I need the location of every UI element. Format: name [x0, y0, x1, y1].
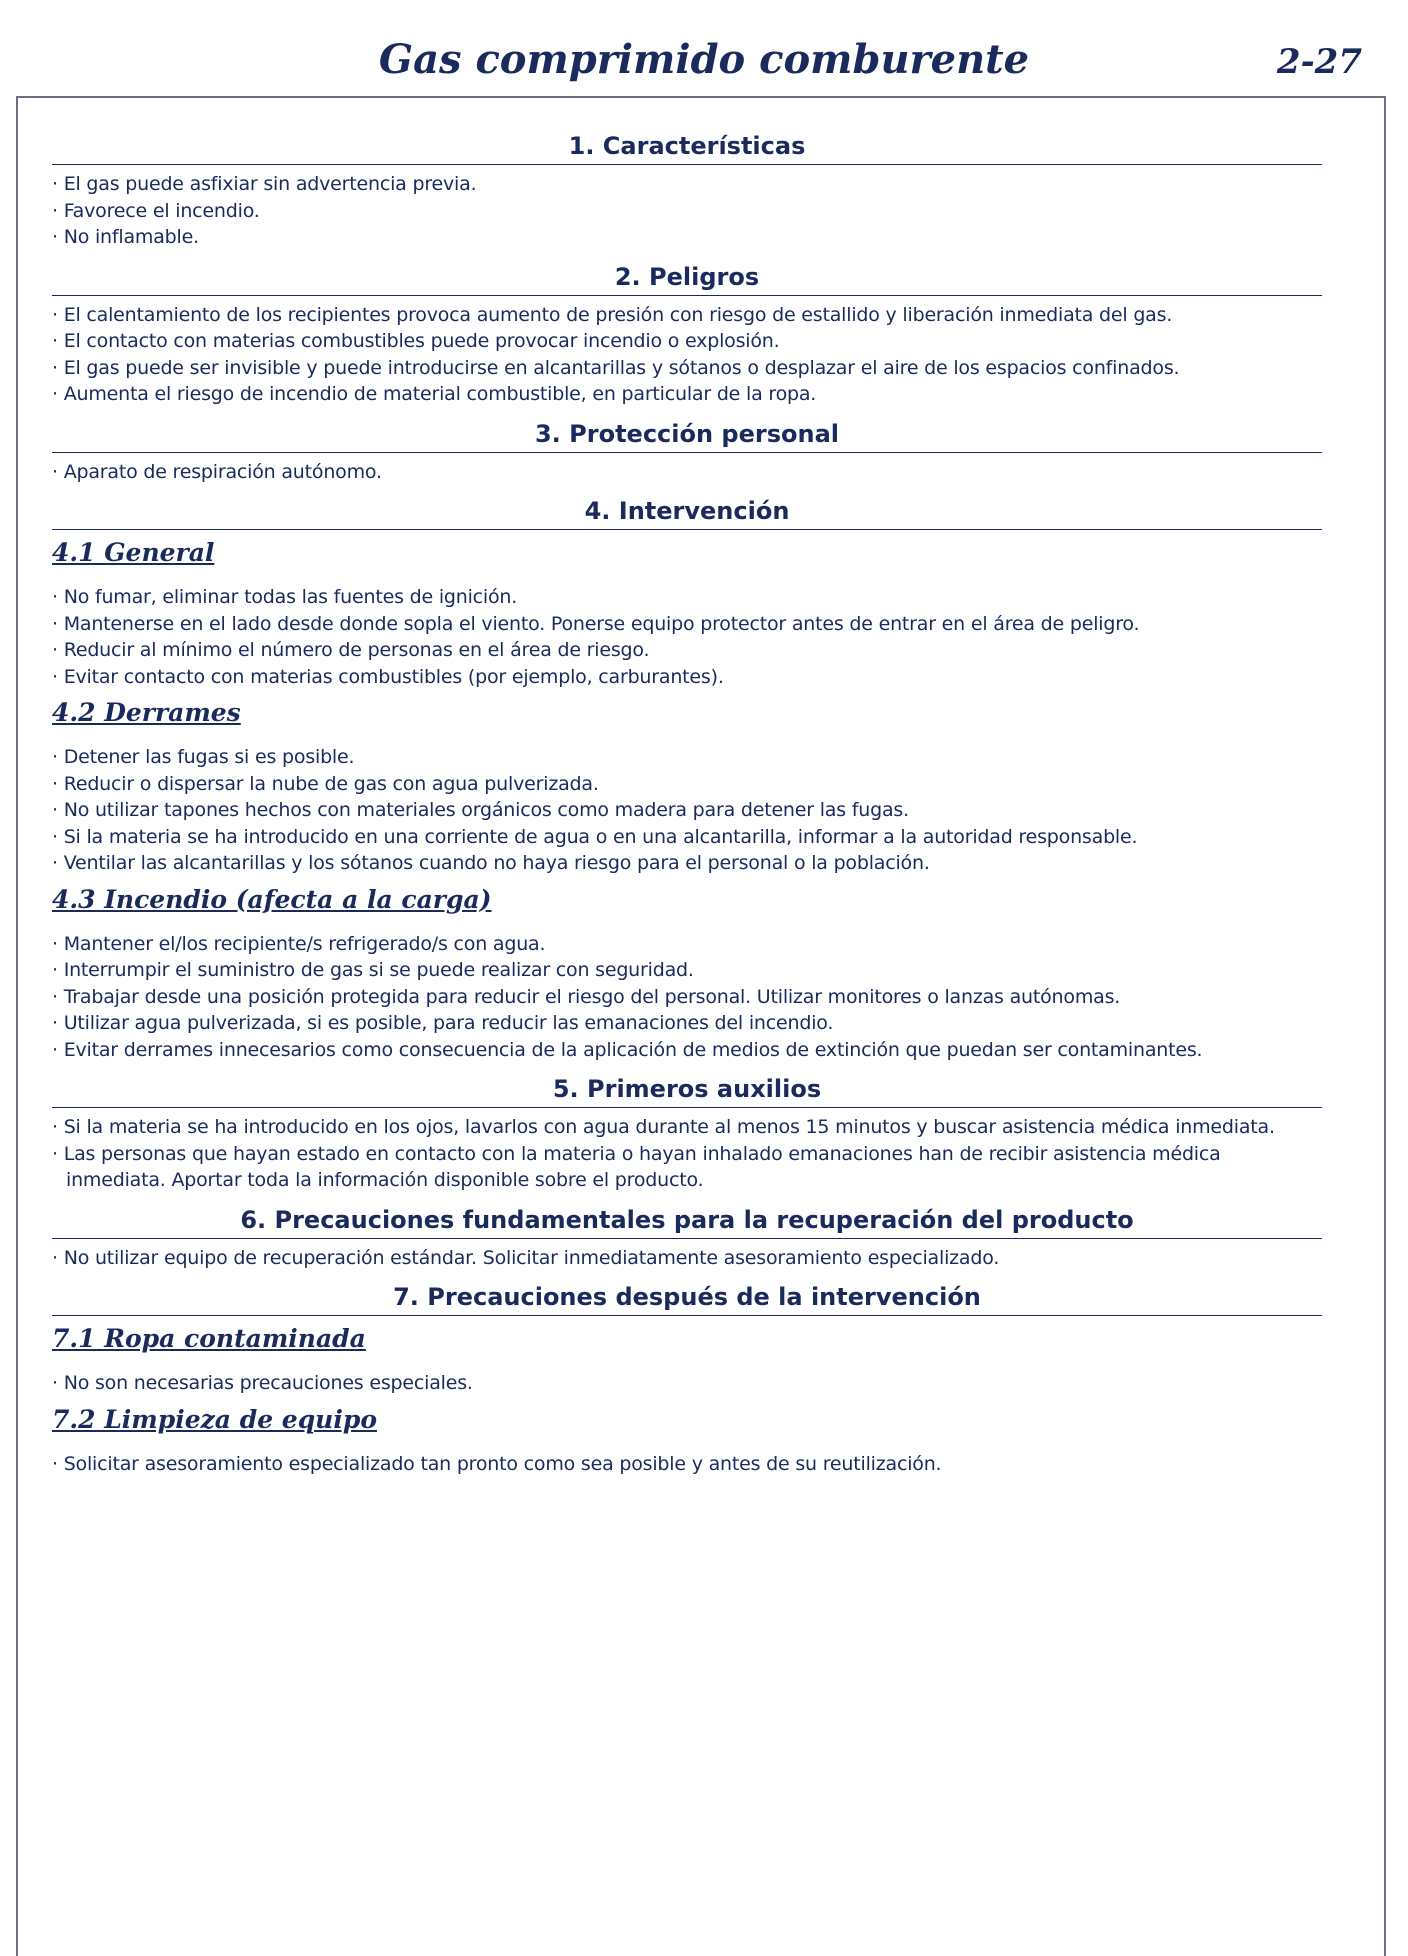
list-item: · Ventilar las alcantarillas y los sótanos cuando no haya riesgo para el personal o la población. — [52, 850, 1322, 877]
list-item: · Interrumpir el suministro de gas si se puede realizar con seguridad. — [52, 957, 1322, 984]
section-peligros — [52, 261, 1322, 408]
section-title: 2. Peligros — [52, 261, 1322, 296]
section-title: 7. Precauciones después de la intervención — [52, 1281, 1322, 1316]
item-list — [52, 931, 1322, 1064]
section-title: 6. Precauciones fundamentales para la recuperación del producto — [52, 1204, 1322, 1239]
list-item: · Si la materia se ha introducido en una corriente de agua o en una alcantarilla, informar a la autoridad responsable. — [52, 824, 1322, 851]
list-item: · Reducir al mínimo el número de personas en el área de riesgo. — [52, 637, 1322, 664]
list-item: · Evitar contacto con materias combustibles (por ejemplo, carburantes). — [52, 664, 1322, 691]
list-item: · El calentamiento de los recipientes provoca aumento de presión con riesgo de estallido y liberación inmediata del gas. — [52, 302, 1322, 329]
page-number: 2-27 — [1276, 42, 1362, 82]
list-item: · Mantener el/los recipiente/s refrigerado/s con agua. — [52, 931, 1322, 958]
list-item: · Evitar derrames innecesarios como consecuencia de la aplicación de medios de extinción que puedan ser contaminantes. — [52, 1037, 1322, 1064]
list-item: · No fumar, eliminar todas las fuentes de ignición. — [52, 584, 1322, 611]
section-title: 4. Intervención — [52, 495, 1322, 530]
item-list — [52, 1245, 1322, 1272]
section-caracteristicas — [52, 130, 1322, 251]
section-intervencion — [52, 495, 1322, 1063]
list-item: · El contacto con materias combustibles puede provocar incendio o explosión. — [52, 328, 1322, 355]
page-header — [0, 0, 1408, 96]
subsection-title-incendio: 4.3 Incendio (afecta a la carga) — [52, 884, 492, 914]
list-item: · Detener las fugas si es posible. — [52, 744, 1322, 771]
list-item: · Mantenerse en el lado desde donde sopla el viento. Ponerse equipo protector antes de entrar en el área de peligro. — [52, 611, 1322, 638]
section-precauciones-recuperacion — [52, 1204, 1322, 1272]
document-body — [52, 130, 1322, 1477]
list-item: · Las personas que hayan estado en contacto con la materia o hayan inhalado emanaciones han de recibir asistencia médica inmediata. Aportar toda la información disponible sobre el producto. — [52, 1141, 1322, 1194]
item-list — [52, 302, 1322, 408]
section-title: 3. Protección personal — [52, 418, 1322, 453]
list-item: · Aparato de respiración autónomo. — [52, 459, 1322, 486]
item-list — [52, 171, 1322, 251]
item-list — [52, 584, 1322, 690]
list-item: · Si la materia se ha introducido en los ojos, lavarlos con agua durante al menos 15 minutos y buscar asistencia médica inmediata. — [52, 1114, 1322, 1141]
subsection-title-limpieza: 7.2 Limpieza de equipo — [52, 1404, 378, 1434]
list-item: · Favorece el incendio. — [52, 198, 1322, 225]
document-title: Gas comprimido comburente — [378, 36, 1030, 83]
item-list — [52, 1451, 1322, 1478]
section-precauciones-despues — [52, 1281, 1322, 1477]
section-proteccion-personal — [52, 418, 1322, 486]
list-item: · Trabajar desde una posición protegida para reducir el riesgo del personal. Utilizar monitores o lanzas autónomas. — [52, 984, 1322, 1011]
list-item: · El gas puede asfixiar sin advertencia previa. — [52, 171, 1322, 198]
subsection-title-derrames: 4.2 Derrames — [52, 698, 241, 727]
item-list — [52, 1114, 1322, 1194]
item-list — [52, 744, 1322, 877]
list-item: · No inflamable. — [52, 224, 1322, 251]
list-item: · Aumenta el riesgo de incendio de material combustible, en particular de la ropa. — [52, 381, 1322, 408]
list-item: · Reducir o dispersar la nube de gas con agua pulverizada. — [52, 771, 1322, 798]
list-item: · No utilizar tapones hechos con materiales orgánicos como madera para detener las fugas. — [52, 797, 1322, 824]
section-title: 1. Características — [52, 130, 1322, 165]
list-item: · No utilizar equipo de recuperación estándar. Solicitar inmediatamente asesoramiento especializado. — [52, 1245, 1322, 1272]
list-item: · Utilizar agua pulverizada, si es posible, para reducir las emanaciones del incendio. — [52, 1010, 1322, 1037]
list-item: · El gas puede ser invisible y puede introducirse en alcantarillas y sótanos o desplazar el aire de los espacios confinados. — [52, 355, 1322, 382]
list-item: · No son necesarias precauciones especiales. — [52, 1370, 1322, 1397]
section-title: 5. Primeros auxilios — [52, 1073, 1322, 1108]
subsection-title-ropa: 7.1 Ropa contaminada — [52, 1324, 366, 1353]
item-list — [52, 1370, 1322, 1397]
subsection-title-general: 4.1 General — [52, 538, 215, 567]
list-item: · Solicitar asesoramiento especializado tan pronto como sea posible y antes de su reutilización. — [52, 1451, 1322, 1478]
section-primeros-auxilios — [52, 1073, 1322, 1194]
item-list — [52, 459, 1322, 486]
